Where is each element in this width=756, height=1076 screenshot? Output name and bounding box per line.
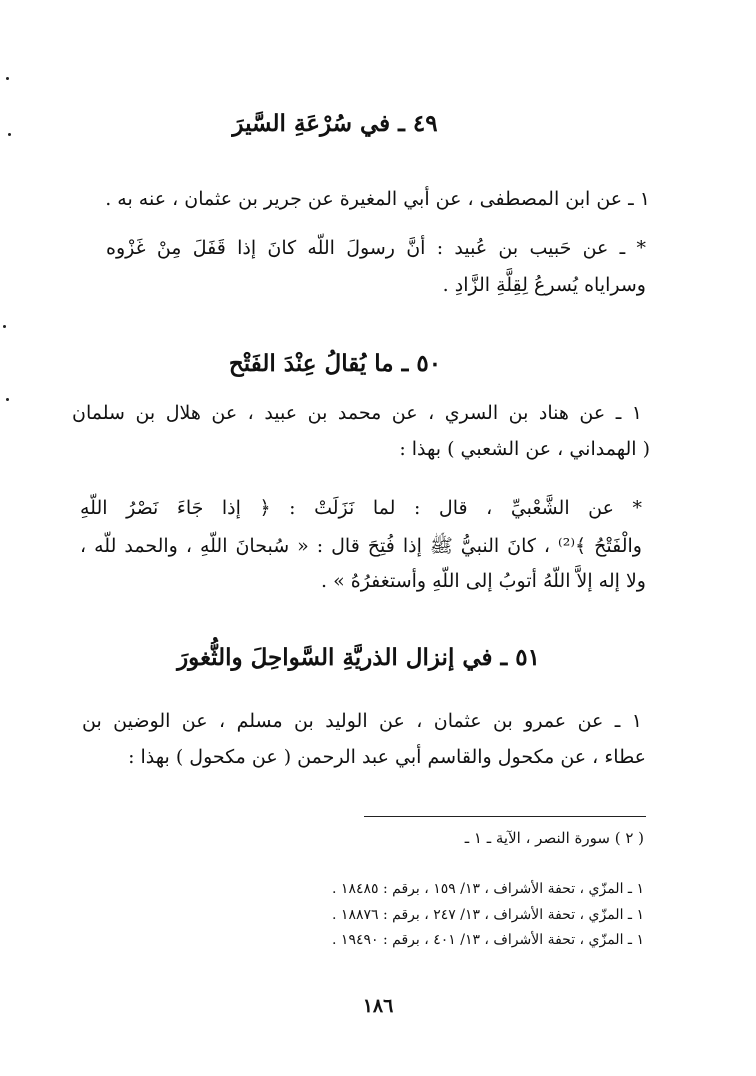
section-49-hadith-line-2: وسراياه يُسرعُ لِقِلَّةِ الزَّادِ .: [442, 274, 646, 296]
section-50-chain-line-2: ( الهمداني ، عن الشعبي ) بهذا :: [399, 438, 650, 460]
reference-1: ١ ـ المزّي ، تحفة الأشراف ، ١٣/ ١٥٩ ، برقم : ١٨٤٨٥ .: [332, 881, 644, 897]
section-49-heading: ٤٩ ـ في سُرْعَةِ السَّيرَ: [232, 110, 438, 137]
section-49-hadith-line-1: * ـ عن حَبيب بن عُبيد : أنَّ رسولَ اللّه كانَ إذا قَفَلَ مِنْ غَزْوه: [106, 237, 646, 259]
section-50-hadith-line-2: والْفَتْحُ ﴾⁽²⁾ ، كانَ النبيُّ ﷺ إذا فُتِحَ قال : « سُبحانَ اللّهِ ، والحمد للّه ،: [80, 535, 642, 557]
section-51-heading: ٥١ ـ في إنزال الذريَّةِ السَّواحِلَ والثُّغورَ: [177, 644, 540, 671]
section-50-chain-line-1: ١ ـ عن هناد بن السري ، عن محمد بن عبيد ، عن هلال بن سلمان: [72, 402, 642, 424]
section-50-hadith-line-1: * عن الشَّعْبيِّ ، قال : لما نَزَلَتْ : ﴿ إذا جَاءَ نَصْرُ اللّهِ: [80, 497, 642, 519]
footnote-separator: [364, 816, 646, 817]
margin-speck: [6, 77, 9, 80]
margin-speck: [6, 398, 9, 401]
reference-3: ١ ـ المزّي ، تحفة الأشراف ، ١٣/ ٤٠١ ، برقم : ١٩٤٩٠ .: [332, 932, 644, 948]
footnote-2: ( ٢ ) سورة النصر ، الآية ـ ١ ـ: [464, 829, 644, 847]
margin-speck: [3, 325, 6, 328]
section-51-chain-line-1: ١ ـ عن عمرو بن عثمان ، عن الوليد بن مسلم ، عن الوضين بن: [82, 710, 642, 732]
section-49-chain-line: ١ ـ عن ابن المصطفى ، عن أبي المغيرة عن جرير بن عثمان ، عنه به .: [105, 188, 650, 210]
page-number: ١٨٦: [362, 995, 394, 1017]
reference-2: ١ ـ المزّي ، تحفة الأشراف ، ١٣/ ٢٤٧ ، برقم : ١٨٨٧٦ .: [332, 907, 644, 923]
section-50-heading: ٥٠ ـ ما يُقالُ عِنْدَ الفَتْح: [228, 350, 442, 377]
margin-speck: [8, 133, 11, 136]
section-51-chain-line-2: عطاء ، عن مكحول والقاسم أبي عبد الرحمن ( عن مكحول ) بهذا :: [128, 746, 646, 768]
section-50-hadith-line-3: ولا إله إلاَّ اللّهُ أتوبُ إلى اللّهِ وأستغفرُهُ » .: [321, 570, 646, 592]
